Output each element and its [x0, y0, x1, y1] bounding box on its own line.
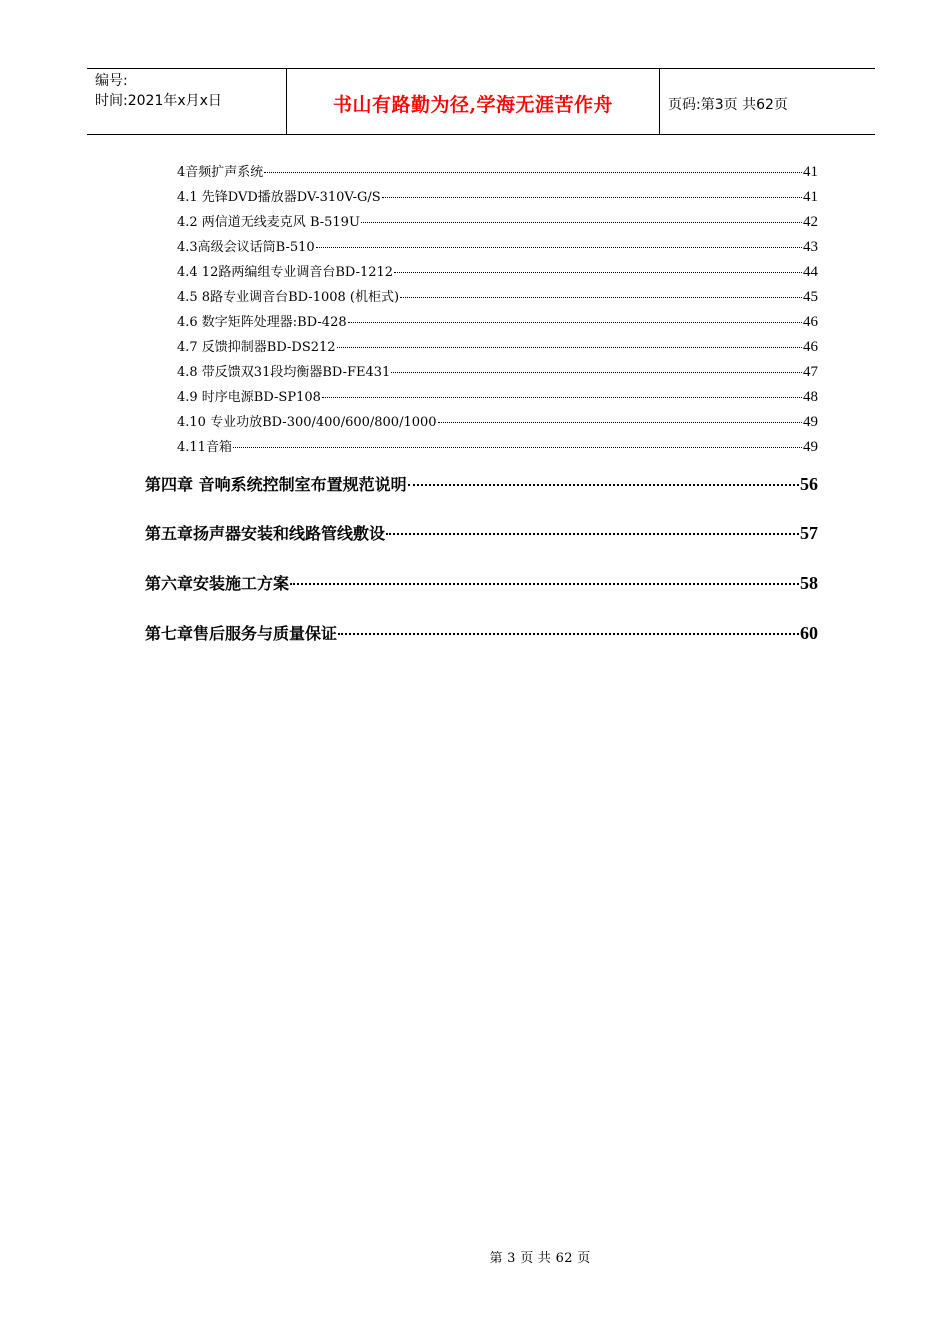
toc-entry-title: 4.5 8路专业调音台BD-1008 (机柜式): [177, 290, 400, 305]
toc-leader-dots: [438, 421, 802, 423]
toc-chapter-title: 第五章扬声器安装和线路管线敷设: [145, 524, 386, 543]
toc-entry-title: 4.8 带反馈双31段均衡器BD-FE431: [177, 365, 391, 380]
toc-leader-dots: [386, 532, 799, 535]
toc-leader-dots: [408, 483, 799, 486]
toc-entry-title: 4.7 反馈抑制器BD-DS212: [177, 340, 336, 355]
toc-entry-page: 43: [803, 239, 818, 255]
toc-entry-title: 4.9 时序电源BD-SP108: [177, 390, 321, 405]
toc-chapter-page: 60: [800, 623, 818, 643]
toc-chapter-page: 58: [800, 573, 818, 593]
header-page-label: 页码:第3页 共62页: [668, 96, 788, 113]
toc-entry-page: 44: [803, 264, 818, 280]
toc-entry[interactable]: [177, 386, 818, 406]
toc-entry-page: 41: [803, 189, 818, 205]
toc-entry-page: 42: [803, 214, 818, 230]
time-label: 时间:2021年x月x日: [95, 93, 222, 109]
toc-leader-dots: [348, 321, 802, 323]
toc-leader-dots: [322, 396, 802, 398]
page-footer: 第 3 页 共 62 页: [489, 1251, 591, 1266]
toc-chapter-page: 56: [800, 474, 818, 494]
toc-entry-page: 41: [803, 164, 818, 180]
toc-entry-page: 49: [803, 439, 818, 455]
toc-entry[interactable]: [177, 361, 818, 381]
toc-entry[interactable]: [177, 161, 818, 181]
toc-leader-dots: [337, 346, 802, 348]
toc-entry-title: 4.1 先锋DVD播放器DV-310V-G/S: [177, 190, 381, 205]
header-left-cell: [87, 69, 287, 134]
toc-entry-page: 48: [803, 389, 818, 405]
toc-entry[interactable]: [177, 411, 818, 431]
toc-chapter-page: 57: [800, 523, 818, 543]
toc-leader-dots: [391, 371, 802, 373]
toc-leader-dots: [264, 171, 802, 173]
toc-entry-title: 4.10 专业功放BD-300/400/600/800/1000: [177, 415, 437, 430]
toc-leader-dots: [394, 271, 802, 273]
serial-label: 编号:: [95, 73, 128, 89]
toc-entry[interactable]: [177, 236, 818, 256]
toc-entry[interactable]: [177, 336, 818, 356]
toc-entry-page: 47: [803, 364, 818, 380]
toc-entry-title: 4音频扩声系统: [177, 165, 264, 180]
header-motto-cell: [287, 69, 660, 134]
toc-entry-title: 4.2 两信道无线麦克风 B-519U: [177, 215, 360, 230]
toc-chapter-entry[interactable]: [145, 472, 818, 496]
toc-entry-page: 46: [803, 339, 818, 355]
toc-chapter-title: 第四章 音响系统控制室布置规范说明: [145, 475, 407, 494]
toc-leader-dots: [382, 196, 802, 198]
toc-entry[interactable]: [177, 186, 818, 206]
toc-chapter-entry[interactable]: [145, 521, 818, 545]
toc-entry-title: 4.3高级会议话筒B-510: [177, 240, 315, 255]
toc-leader-dots: [361, 221, 802, 223]
toc-leader-dots: [233, 446, 802, 448]
toc-leader-dots: [338, 632, 799, 635]
toc-chapter-title: 第七章售后服务与质量保证: [145, 624, 338, 643]
toc-entry[interactable]: [177, 261, 818, 281]
toc-leader-dots: [316, 246, 802, 248]
toc-entry-page: 45: [803, 289, 818, 305]
toc-entry-title: 4.11音箱: [177, 440, 232, 455]
toc-chapter-entry[interactable]: [145, 571, 818, 595]
toc-entry-page: 49: [803, 414, 818, 430]
toc-chapter-entry[interactable]: [145, 621, 818, 645]
header-motto: 书山有路勤为径,学海无涯苦作舟: [332, 94, 614, 116]
toc-entry[interactable]: [177, 311, 818, 331]
toc-entry-title: 4.6 数字矩阵处理器:BD-428: [177, 315, 347, 330]
toc-entry[interactable]: [177, 286, 818, 306]
toc-leader-dots: [290, 582, 799, 585]
page-header: [87, 68, 875, 135]
toc-entry[interactable]: [177, 436, 818, 456]
toc-entry-page: 46: [803, 314, 818, 330]
toc-entry-title: 4.4 12路两编组专业调音台BD-1212: [177, 265, 394, 280]
header-right-cell: [660, 69, 875, 134]
toc-chapter-title: 第六章安装施工方案: [145, 574, 290, 593]
toc-leader-dots: [400, 296, 802, 298]
toc-entry[interactable]: [177, 211, 818, 231]
